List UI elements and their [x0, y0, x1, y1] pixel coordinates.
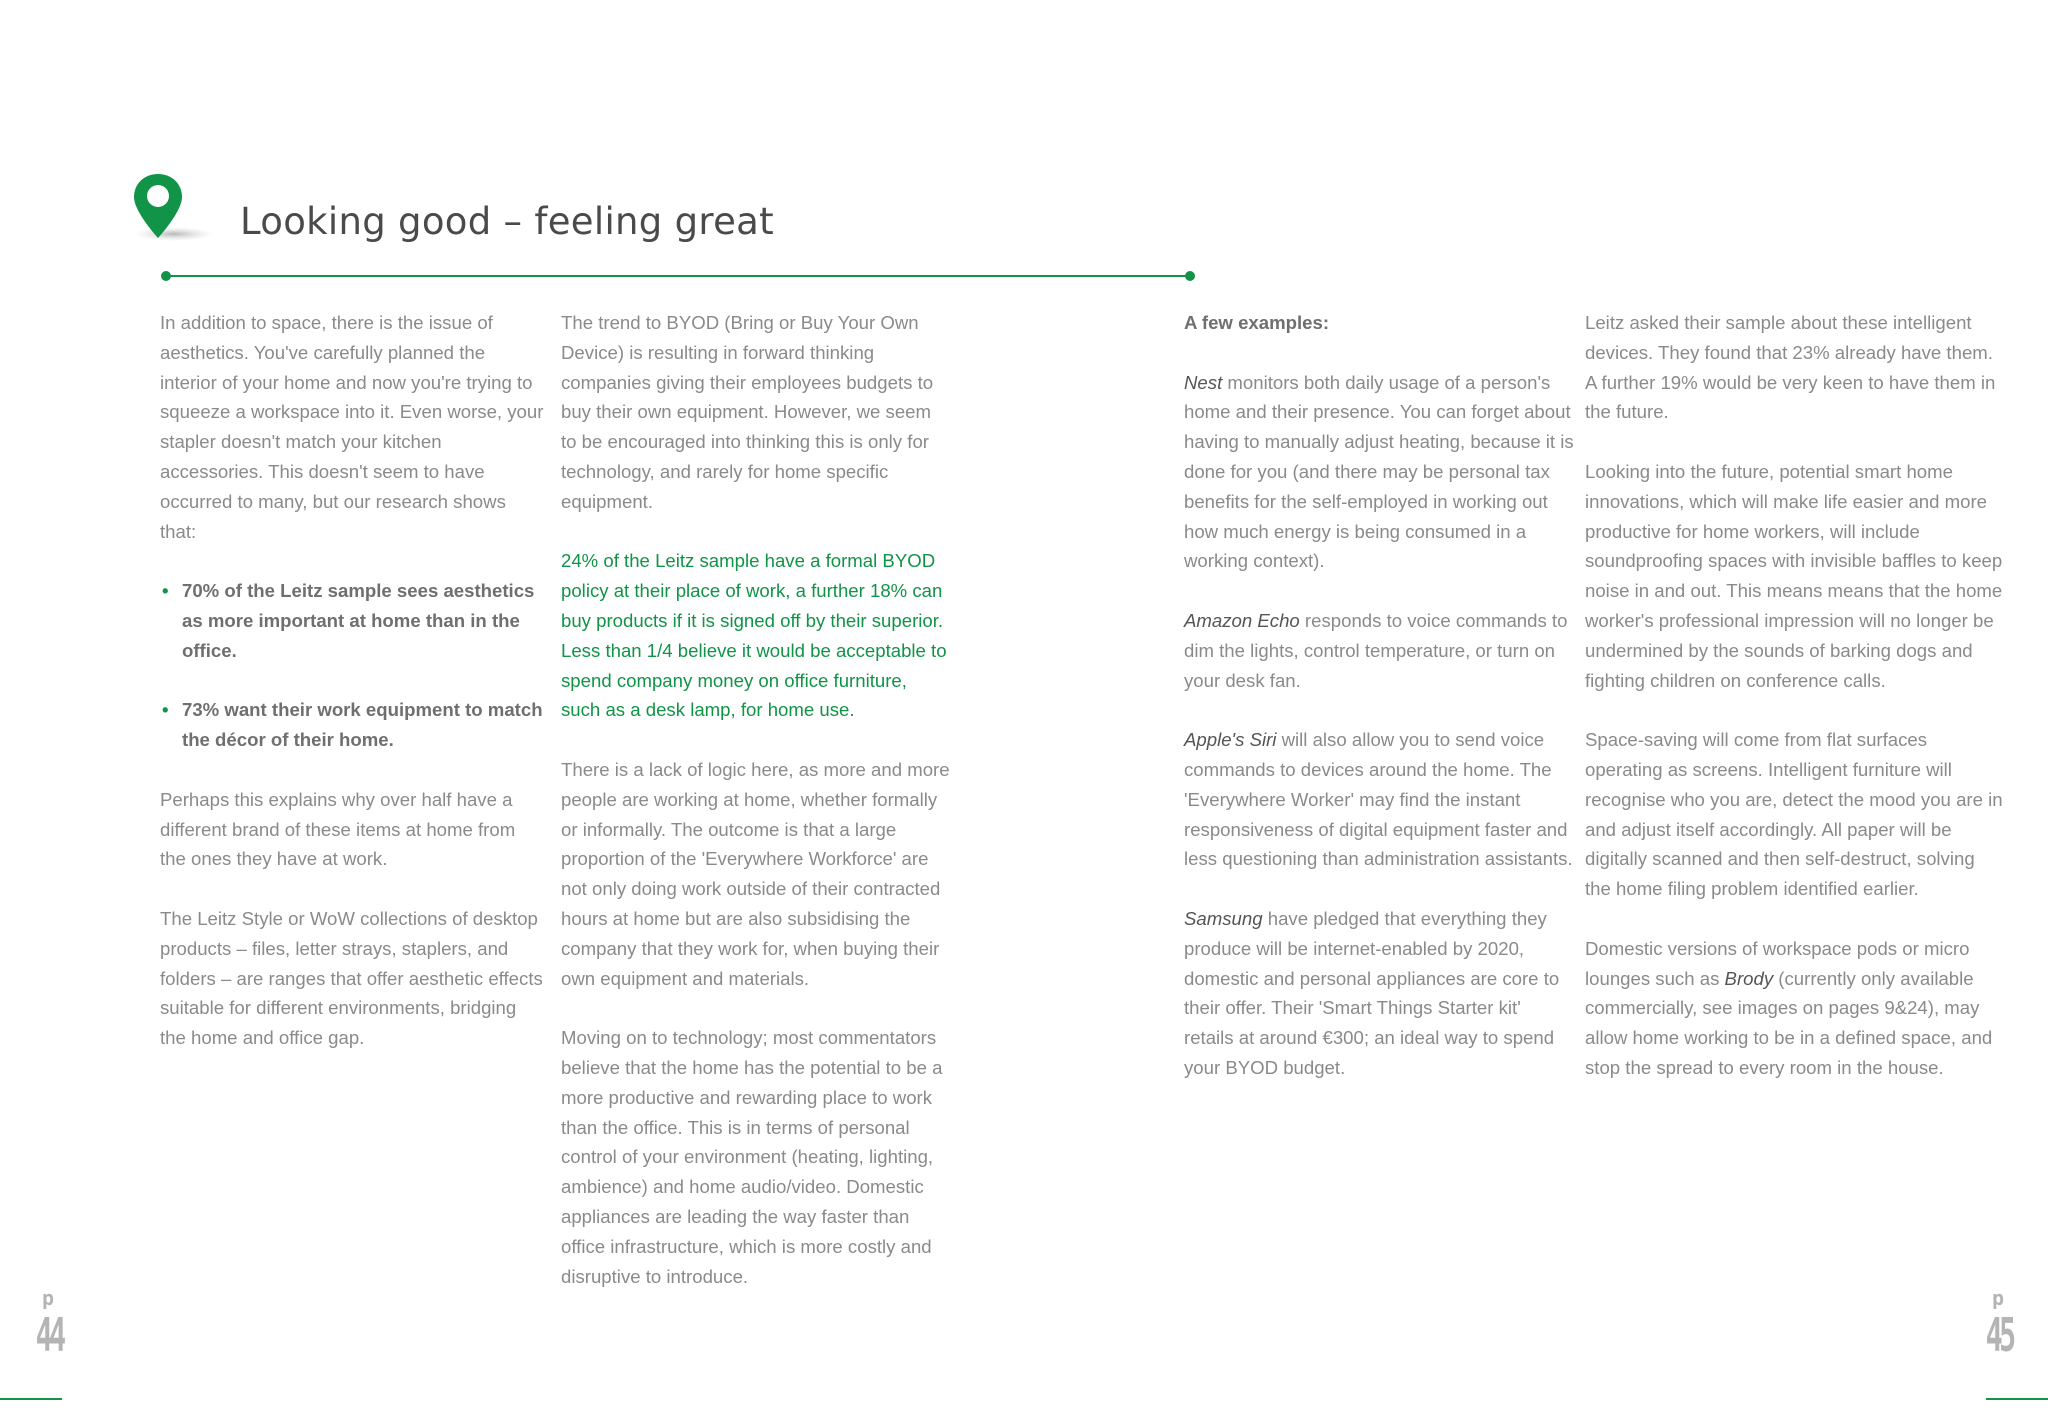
brand-name: Amazon Echo [1184, 609, 1300, 631]
text-column-2 [561, 308, 951, 1321]
paragraph-byod-trend: The trend to BYOD (Bring or Buy Your Own Device) is resulting in forward thinking companies giving their employees budgets to buy their own equipment. However, we seem to be encouraged into thinking this is only for technology, and rarely for home specific equipment. [561, 312, 934, 512]
bullet-icon: • [162, 580, 169, 602]
text-column-4 [1585, 308, 2005, 1113]
paragraph-lack-of-logic: There is a lack of logic here, as more and more people are working at home, whether formally or informally. The outcome is that a large proportion of the 'Everywhere Workforce' are not only doing work outside of their contracted hours at home but are also subsidising the company that they work for, when buying their own equipment and materials. [561, 758, 950, 989]
bullet-icon: • [162, 699, 169, 721]
title-underline [160, 269, 1196, 283]
paragraph-intelligent-devices: Leitz asked their sample about these intelligent devices. They found that 23% already have them. A further 19% would be very keen to have them in the future. [1585, 312, 1996, 423]
bullet-item: • 70% of the Leitz sample sees aesthetics as more important at home than in the office. [160, 576, 545, 665]
paragraph-different-brand: Perhaps this explains why over half have a different brand of these items at home from the ones they have at work. [160, 788, 516, 870]
text-column-3 [1184, 308, 1574, 1113]
paragraph-technology: Moving on to technology; most commentators believe that the home has the potential to be a more productive and rewarding place to work than the office. This is in terms of personal control of your environment (heating, lighting, ambience) and home audio/video. Domestic appliances are leading the way faster than office infrastructure, which is more costly and disruptive to introduce. [561, 1027, 943, 1287]
footer-rule-left [0, 1398, 62, 1400]
paragraph-space-saving: Space-saving will come from flat surfaces operating as screens. Intelligent furniture will recognise who you are, detect the mood you are in and adjust itself accordingly. All paper will be digitally scanned and then self-destruct, solving the home filing problem identified earlier. [1585, 729, 2003, 900]
brand-name: Brody [1724, 967, 1774, 989]
location-pin-icon [132, 172, 222, 244]
example-samsung: Samsung have pledged that everything they produce will be internet-enabled by 2020, domestic and personal appliances are core to their offer. Their 'Smart Things Starter kit' retails at around €300; an ideal way to spend your BYOD budget. [1184, 907, 1560, 1078]
paragraph-aesthetics-intro: In addition to space, there is the issue of aesthetics. You've carefully planned the interior of your home and now you're trying to squeeze a workspace into it. Even worse, your stapler doesn't match your kitchen accessories. This doesn't seem to have occurred to many, but our research shows that: [160, 312, 544, 542]
text-column-1 [160, 308, 545, 1083]
page-number-right: p 45 [1985, 1286, 2013, 1362]
footer-rule-right [1986, 1398, 2048, 1400]
example-amazon-echo: Amazon Echo responds to voice commands to dim the lights, control temperature, or turn on your desk fan. [1184, 609, 1568, 691]
example-apple-siri: Apple's Siri will also allow you to send voice commands to devices around the home. The 'Everywhere Worker' may find the instant responsiveness of digital equipment faster and less questioning than administration assistants. [1184, 729, 1573, 870]
brand-name: Nest [1184, 371, 1223, 393]
bullet-item: • 73% want their work equipment to match the décor of their home. [160, 695, 545, 755]
page-title: Looking good – feeling great [240, 200, 774, 243]
example-nest: Nest monitors both daily usage of a person's home and their presence. You can forget about having to manually adjust heating, because it is done for you (and there may be personal tax benefits for the self-employed in working out how much energy is being consumed in a working context). [1184, 371, 1574, 572]
highlight-statistic: 24% of the Leitz sample have a formal BYOD policy at their place of work, a further 18% can buy products if it is signed off by their superior. Less than 1/4 believe it would be acceptable to spend company money on office furniture, such as a desk lamp, for home use. [561, 550, 947, 721]
page-number-left: p 44 [35, 1286, 63, 1362]
brand-name: Apple's Siri [1184, 729, 1277, 751]
paragraph-workspace-pods: Domestic versions of workspace pods or micro lounges such as Brody (currently only available commercially, see images on pages 9&24), may allow home working to be in a defined space, and stop the spread to every room in the house. [1585, 937, 1993, 1078]
examples-heading: A few examples: [1184, 312, 1330, 333]
paragraph-leitz-collections: The Leitz Style or WoW collections of desktop products – files, letter strays, staplers, and folders – are ranges that offer aesthetic effects suitable for different environments, bridging the home and office gap. [160, 907, 543, 1049]
brand-name: Samsung [1184, 907, 1263, 929]
research-bullet-list [160, 576, 545, 755]
paragraph-future-innovations: Looking into the future, potential smart home innovations, which will make life easier and more productive for home workers, will include soundproofing spaces with invisible baffles to keep noise in and out. This means means that the home worker's professional impression will no longer be undermined by the sounds of barking dogs and fighting children on conference calls. [1585, 460, 2003, 691]
